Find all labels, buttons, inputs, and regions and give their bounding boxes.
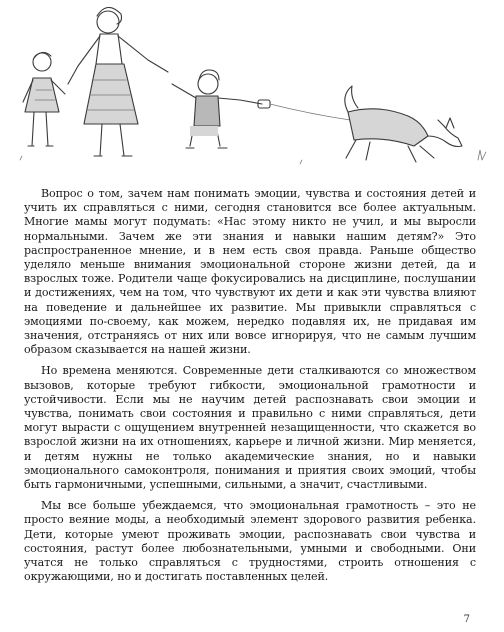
paragraph: Но времена меняются. Современные дети сталкиваются со множеством вызовов, которые требуют гибкости, эмоциональной грамотности и устойчивости. Если мы не научим детей распознавать свои эмоции и чувства, понимать свои состояния и правильно с ними справляться, дети могут вырасти с ощущением внутренней незащищенности, что скажется во взрослой жизни на их отношениях, карьере и личной жизни. Мир меняется, и детям нужны не только академические знания, но и навыки эмоционального самоконтроля, понимания и приятия своих эмоций, чтобы быть гармоничными, успешными, сильными, а значит, счастливыми. <box>24 364 476 492</box>
page-number: 7 <box>463 614 470 625</box>
paragraph: Мы все больше убеждаемся, что эмоциональная грамотность – это не просто веяние моды, а необходимый элемент здорового развития ребенка. Дети, которые умеют проживать эмоции, распознавать свои чувства и состояния, растут более любознательными, умными и свободными. Они учатся не только справляться с трудностями, строить отношения с окружающими, но и достигать поставленных целей. <box>24 499 476 584</box>
body-text <box>24 187 476 591</box>
boy-figure <box>172 70 270 148</box>
small-girl-figure <box>23 52 65 146</box>
paragraph: Вопрос о том, зачем нам понимать эмоции, чувства и состояния детей и учить их справляться с ними, сегодня становится все более актуальным. Многие мамы могут подумать: «Нас этому никто не учил, и мы выросли нормальными. Зачем же эти знания и навыки нашим детям?» Это распространенное мнение, и в нем есть своя правда. Раньше общество уделяло меньше внимания эмоциональной стороне жизни детей, да и взрослых тоже. Родители чаще фокусировались на дисциплине, послушании и достижениях, чем на том, что чувствуют их дети и как эти чувства влияют на поведение и дальнейшее их развитие. Мы привыкли справляться с эмоциями по-своему, как можем, нередко подавляя их, не придавая им значения, отстраняясь от них или вовсе игнорируя, что не самым лучшим образом сказывается на нашей жизни. <box>24 187 476 357</box>
family-walking-dog-illustration <box>0 0 504 178</box>
mother-figure <box>68 7 168 156</box>
dog-figure <box>345 86 462 162</box>
